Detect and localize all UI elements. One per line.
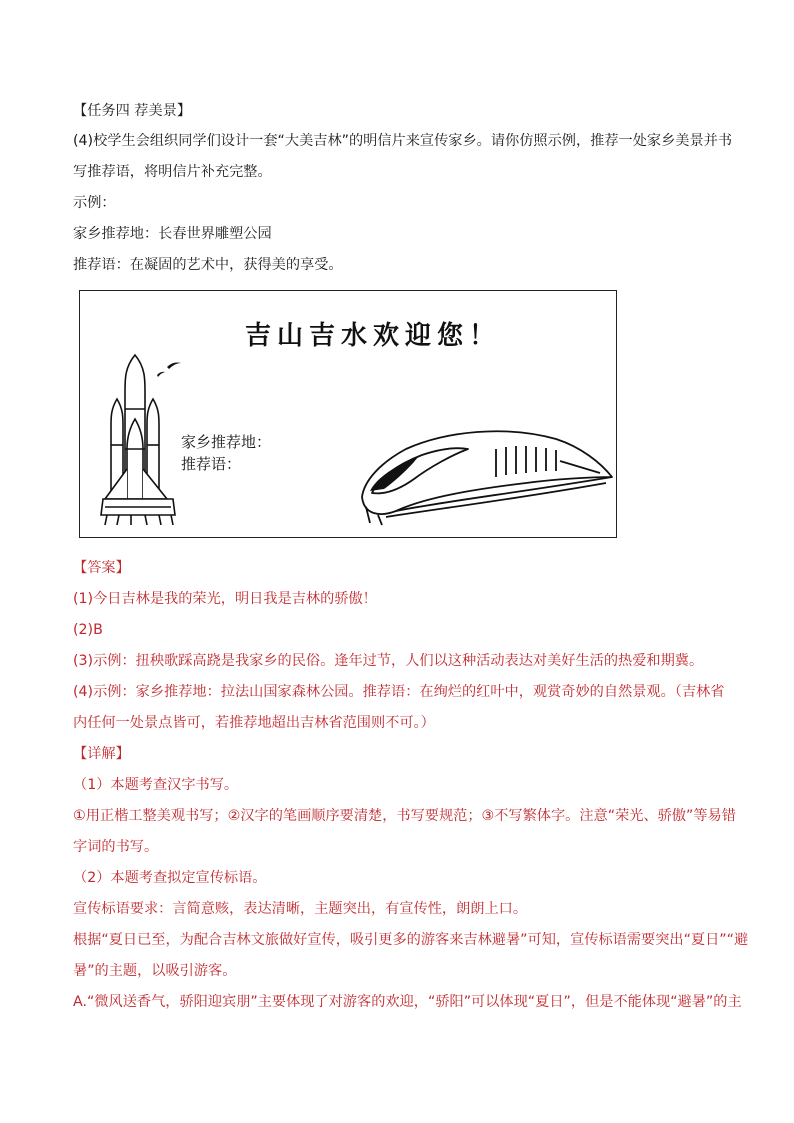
space-shuttle-rocket-icon [95, 349, 185, 527]
example-label: 示例： [73, 195, 116, 211]
postcard-slogan-label: 推荐语： [181, 455, 242, 473]
answer-3: (3)示例：扭秧歌踩高跷是我家乡的民俗。逢年过节，人们以这种活动表达对美好生活的热爱和期冀。 [73, 653, 704, 669]
detail-1-requirement-line-1: ①用正楷工整美观书写；②汉字的笔画顺序要清楚，书写要规范；③不写繁体字。注意“荣光、骄傲”等易错 [73, 808, 736, 824]
postcard-title: 吉山吉水欢迎您！ [245, 321, 502, 351]
detail-2-basis-line-1: 根据“夏日已至，为配合吉林文旅做好宣传，吸引更多的游客来吉林避暑”可知，宣传标语需要突出“夏日”“避 [73, 932, 749, 948]
postcard-figure [79, 290, 617, 538]
question-4-line-2: 写推荐语，将明信片补充完整。 [73, 164, 272, 180]
answer-2: (2)B [73, 622, 103, 638]
detail-2: （2）本题考查拟定宣传标语。 [73, 870, 267, 886]
detail-heading: 【详解】 [73, 746, 130, 762]
question-4-line-1: (4)校学生会组织同学们设计一套“大美吉林”的明信片来宣传家乡。请你仿照示例，推荐一处家乡美景并书 [73, 133, 733, 149]
detail-1: （1）本题考查汉字书写。 [73, 777, 239, 793]
task-heading: 【任务四 荐美景】 [73, 103, 192, 119]
high-speed-train-icon [356, 419, 618, 529]
answer-heading: 【答案】 [73, 560, 130, 576]
detail-2-requirement: 宣传标语要求：言简意赅，表达清晰，主题突出，有宣传性，朗朗上口。 [73, 901, 528, 917]
detail-2-option-a: A.“微风送香气，骄阳迎宾朋”主要体现了对游客的欢迎，“骄阳”可以体现“夏日”，但是不能体现“避暑”的主 [73, 994, 742, 1010]
answer-4-line-1: (4)示例：家乡推荐地：拉法山国家森林公园。推荐语：在绚烂的红叶中，观赏奇妙的自然景观。（吉林省 [73, 684, 725, 700]
answer-1: (1)今日吉林是我的荣光，明日我是吉林的骄傲！ [73, 591, 377, 607]
detail-2-basis-line-2: 暑”的主题，以吸引游客。 [73, 963, 237, 979]
detail-1-requirement-line-2: 字词的书写。 [73, 839, 159, 855]
postcard-place-label: 家乡推荐地： [181, 433, 272, 451]
answer-4-line-2: 内任何一处景点皆可，若推荐地超出吉林省范围则不可。） [73, 715, 435, 731]
example-slogan: 推荐语：在凝固的艺术中，获得美的享受。 [73, 257, 343, 273]
example-place: 家乡推荐地：长春世界雕塑公园 [73, 226, 272, 242]
